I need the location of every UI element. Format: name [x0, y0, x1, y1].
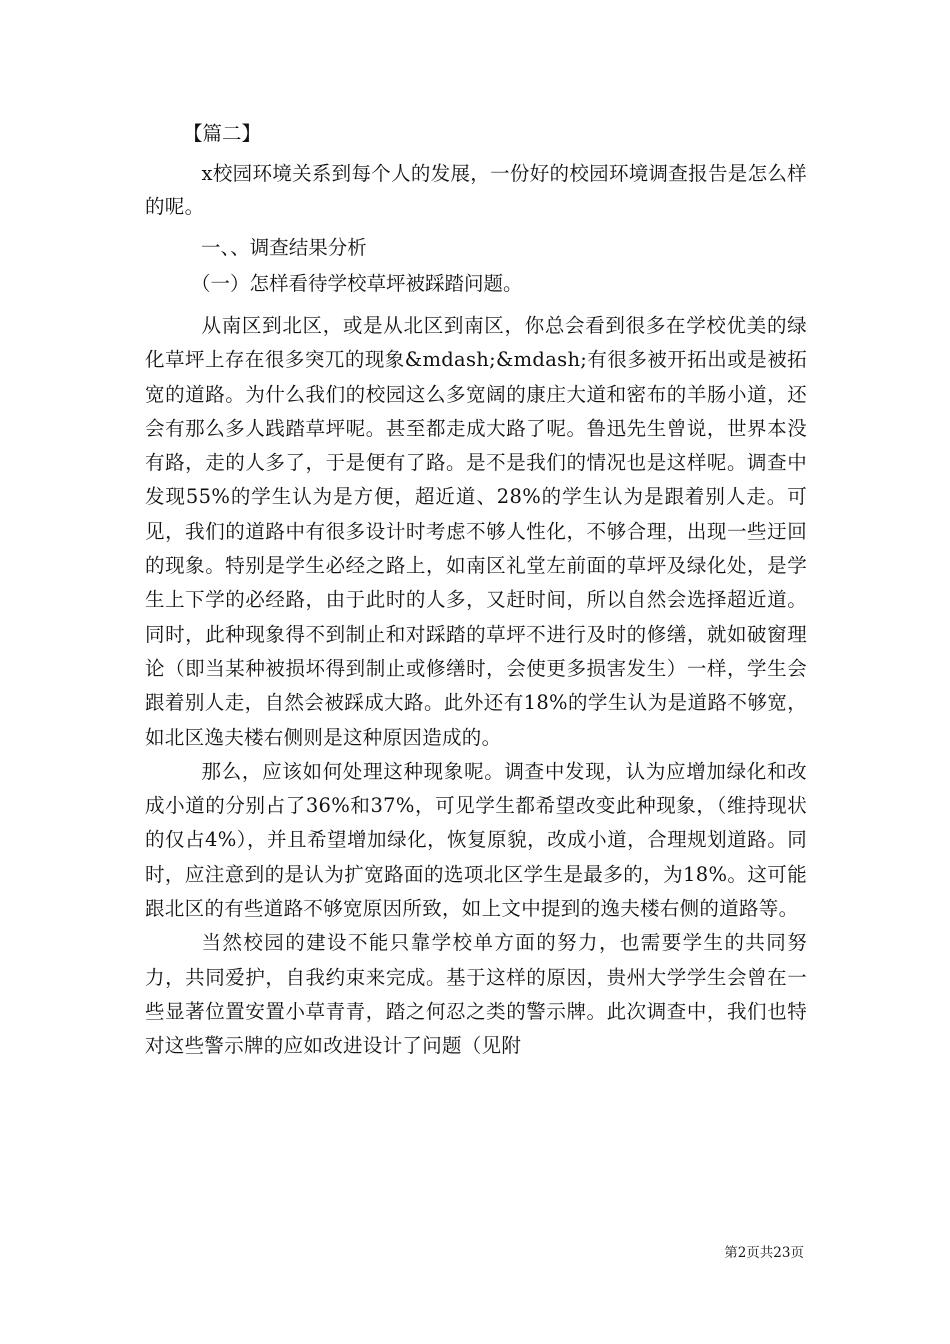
subsection-heading-1-1: （一）怎样看待学校草坪被踩踏问题。: [191, 272, 523, 295]
intro-paragraph: x校园环境关系到每个人的发展，一份好的校园环境调查报告是怎么样的呢。: [145, 162, 807, 218]
section-heading-1: 一、、调查结果分析: [201, 236, 367, 259]
body-paragraph-2: 那么，应该如何处理这种现象呢。调查中发现，认为应增加绿化和改成小道的分别占了36%和37%，可见学生都希望改变此种现象，（维持现状的仅占4%），并且希望增加绿化，恢复原貌，改成小道，合理规划道路。同时，应注意到的是认为扩宽路面的选项北区学生是最多的，为18%。这可能跟北区的有些道路不够宽原因所致，如上文中提到的逸夫楼右侧的道路等。: [145, 759, 807, 921]
section-heading: 【篇二】: [183, 122, 262, 145]
page-number-footer: 第2页共23页: [724, 1245, 804, 1261]
document-body: [145, 118, 807, 1064]
body-paragraph-3: 当然校园的建设不能只靠学校单方面的努力，也需要学生的共同努力，共同爱护，自我约束来完成。基于这样的原因，贵州大学学生会曾在一些显著位置安置小草青青，踏之何忍之类的警示牌。此次调查中，我们也特对这些警示牌的应如改进设计了问题（见附: [145, 931, 807, 1058]
body-paragraph-1: 从南区到北区，或是从北区到南区，你总会看到很多在学校优美的绿化草坪上存在很多突兀的现象&mdash;&mdash;有很多被开拓出或是被拓宽的道路。为什么我们的校园这么多宽阔的康庄大道和密布的羊肠小道，还会有那么多人践踏草坪呢。甚至都走成大路了呢。鲁迅先生曾说，世界本没有路，走的人多了，于是便有了路。是不是我们的情况也是这样呢。调查中发现55%的学生认为是方便，超近道、28%的学生认为是跟着别人走。可见，我们的道路中有很多设计时考虑不够人性化，不够合理，出现一些迂回的现象。特别是学生必经之路上，如南区礼堂左前面的草坪及绿化处，是学生上下学的必经路，由于此时的人多，又赶时间，所以自然会选择超近道。同时，此种现象得不到制止和对踩踏的草坪不进行及时的修缮，就如破窗理论（即当某种被损坏得到制止或修缮时，会使更多损害发生）一样，学生会跟着别人走，自然会被踩成大路。此外还有18%的学生认为是道路不够宽，如北区逸夫楼右侧则是这种原因造成的。: [145, 314, 807, 749]
